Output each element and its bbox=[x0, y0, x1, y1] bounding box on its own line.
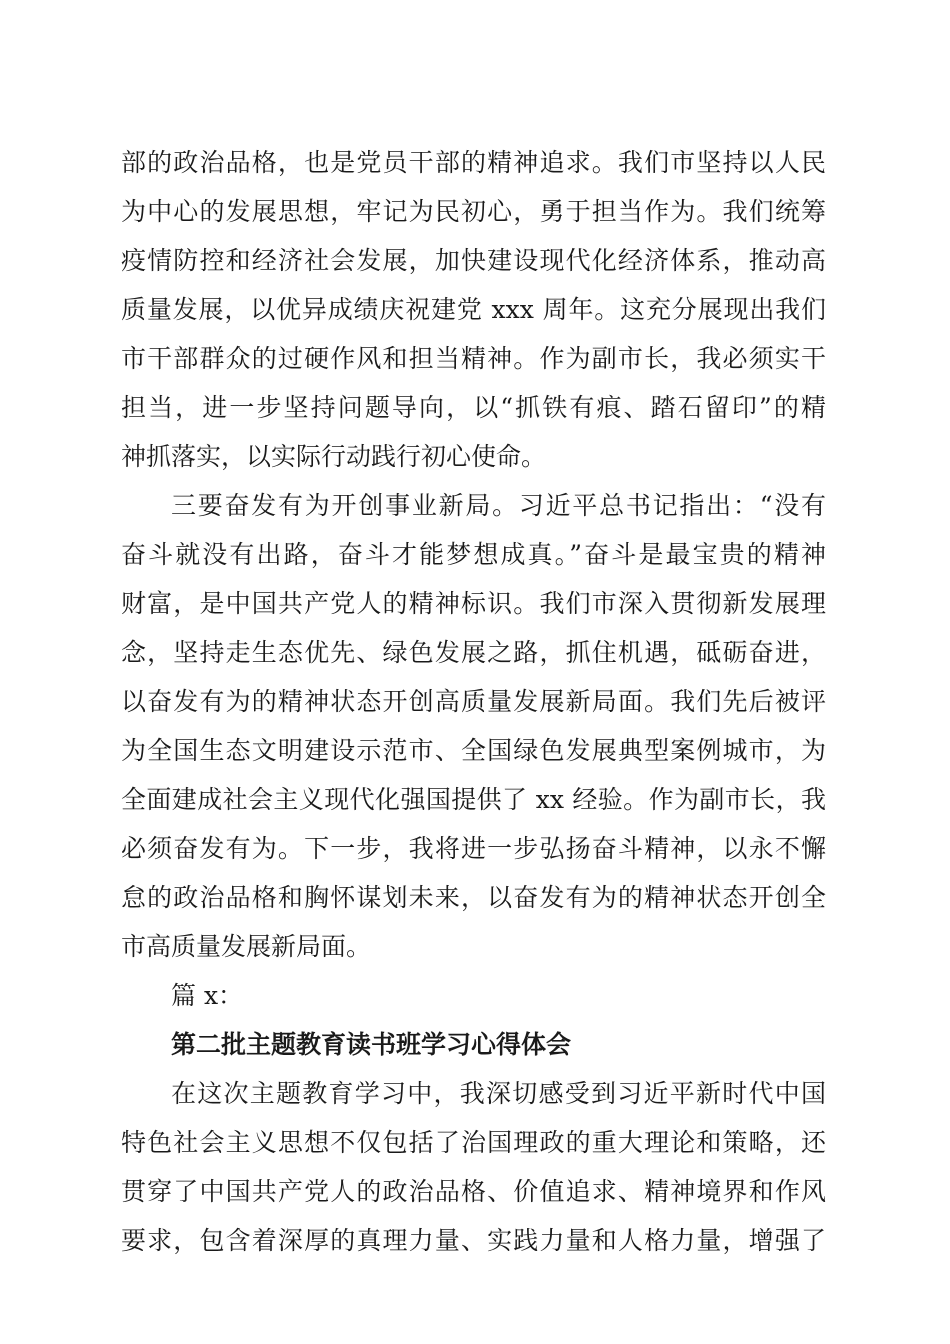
article-title bbox=[121, 1020, 826, 1069]
text-line: 要求，包含着深厚的真理力量、实践力量和人格力量，增强了 bbox=[121, 1226, 826, 1255]
text-line: 担当，进一步坚持问题导向，以“抓铁有痕、踏石留印”的精 bbox=[121, 393, 826, 422]
text-line: 三要奋发有为开创事业新局。习近平总书记指出：“没有 bbox=[171, 491, 826, 520]
paragraph-third-point bbox=[121, 481, 826, 971]
text-line: 财富，是中国共产党人的精神标识。我们市深入贯彻新发展理 bbox=[121, 589, 826, 618]
text-line: 部的政治品格，也是党员干部的精神追求。我们市坚持以人民 bbox=[121, 148, 826, 177]
paragraph-continuation bbox=[121, 138, 826, 481]
text-line: 质量发展，以优异成绩庆祝建党 xxx 周年。这充分展现出我们 bbox=[121, 295, 826, 324]
text-line: 第二批主题教育读书班学习心得体会 bbox=[171, 1030, 572, 1059]
text-line: 神抓落实，以实际行动践行初心使命。 bbox=[121, 442, 547, 471]
text-line: 念，坚持走生态优先、绿色发展之路，抓住机遇，砥砺奋进， bbox=[121, 638, 826, 667]
text-line: 以奋发有为的精神状态开创高质量发展新局面。我们先后被评 bbox=[121, 687, 826, 716]
text-line: 怠的政治品格和胸怀谋划未来，以奋发有为的精神状态开创全 bbox=[121, 883, 826, 912]
text-line: 市干部群众的过硬作风和担当精神。作为副市长，我必须实干 bbox=[121, 344, 826, 373]
text-line: 奋斗就没有出路，奋斗才能梦想成真。”奋斗是最宝贵的精神 bbox=[121, 540, 826, 569]
text-line: 贯穿了中国共产党人的政治品格、价值追求、精神境界和作风 bbox=[121, 1177, 826, 1206]
section-marker bbox=[121, 971, 826, 1020]
text-line: 特色社会主义思想不仅包括了治国理政的重大理论和策略，还 bbox=[121, 1128, 826, 1157]
document-body bbox=[121, 138, 826, 1265]
text-line: 为中心的发展思想，牢记为民初心，勇于担当作为。我们统筹 bbox=[121, 197, 826, 226]
text-line: 必须奋发有为。下一步，我将进一步弘扬奋斗精神，以永不懈 bbox=[121, 834, 826, 863]
text-line: 市高质量发展新局面。 bbox=[121, 932, 372, 961]
text-line: 为全国生态文明建设示范市、全国绿色发展典型案例城市，为 bbox=[121, 736, 826, 765]
text-line: 在这次主题教育学习中，我深切感受到习近平新时代中国 bbox=[171, 1079, 826, 1108]
paragraph-article-body bbox=[121, 1069, 826, 1265]
text-line: 全面建成社会主义现代化强国提供了 xx 经验。作为副市长，我 bbox=[121, 785, 826, 814]
text-line: 疫情防控和经济社会发展，加快建设现代化经济体系，推动高 bbox=[121, 246, 826, 275]
text-line: 篇 x： bbox=[171, 981, 244, 1010]
